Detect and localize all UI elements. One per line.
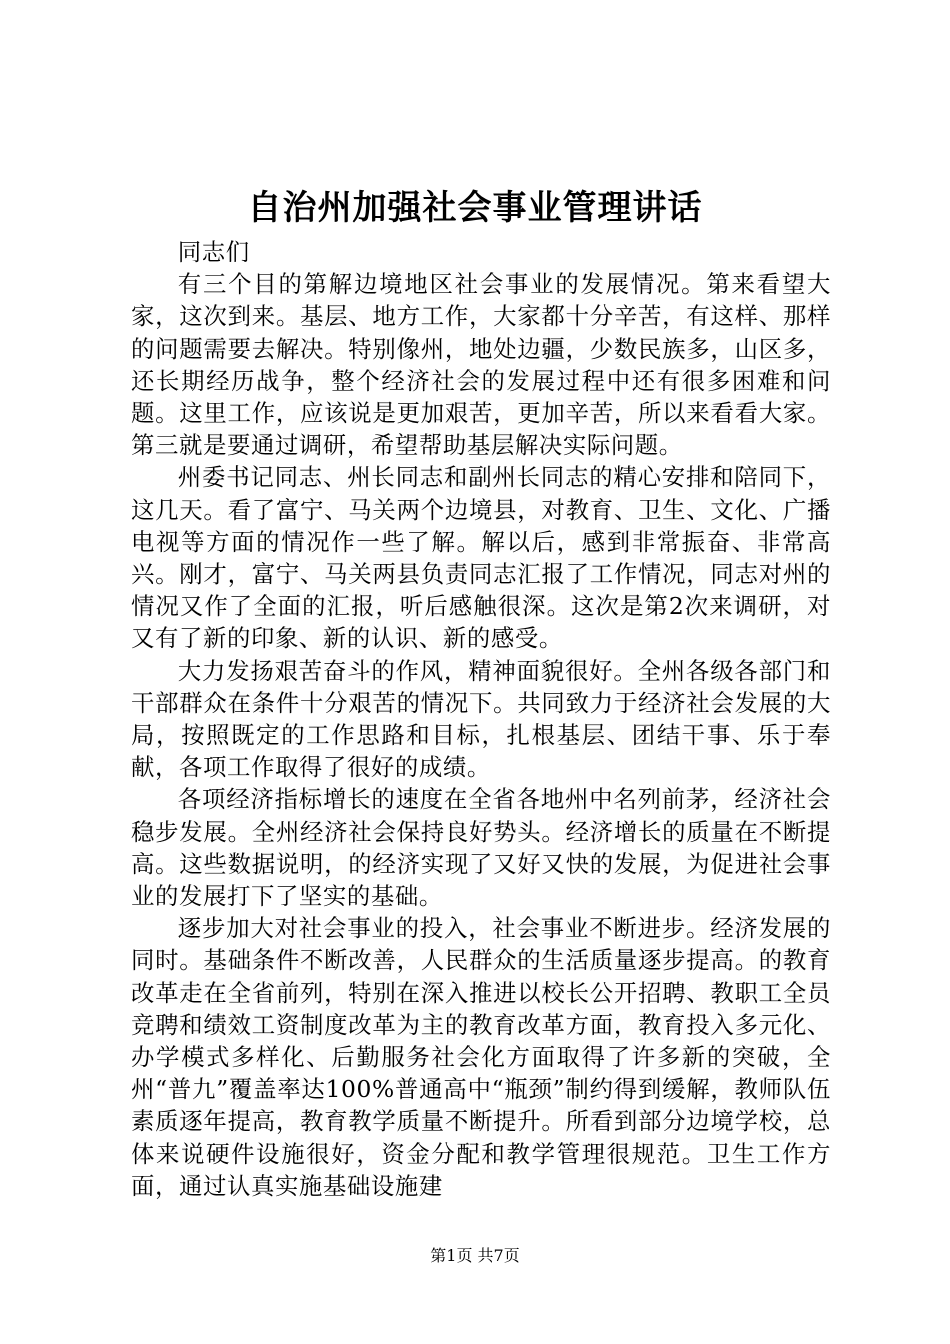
paragraph: 大力发扬艰苦奋斗的作风，精神面貌很好。全州各级各部门和干部群众在条件十分艰苦的情况下。共同致力于经济社会发展的大局，按照既定的工作思路和目标，扎根基层、团结干事、乐于奉献，各项工作取得了很好的成绩。 — [131, 656, 831, 782]
paragraph-salutation: 同志们 — [177, 238, 250, 266]
document-title: 自治州加强社会事业管理讲话 — [247, 188, 703, 228]
document-body — [131, 236, 831, 1202]
paragraph: 有三个目的第解边境地区社会事业的发展情况。第来看望大家，这次到来。基层、地方工作，大家都十分辛苦，有这样、那样的问题需要去解决。特别像州，地处边疆，少数民族多，山区多，还长期经历战争，整个经济社会的发展过程中还有很多困难和问题。这里工作，应该说是更加艰苦，更加辛苦，所以来看看大家。第三就是要通过调研，希望帮助基层解决实际问题。 — [131, 270, 831, 460]
paragraph: 逐步加大对社会事业的投入，社会事业不断进步。经济发展的同时。基础条件不断改善，人民群众的生活质量逐步提高。的教育改革走在全省前列，特别在深入推进以校长公开招聘、教职工全员竞聘和绩效工资制度改革为主的教育改革方面，教育投入多元化、办学模式多样化、后勤服务社会化方面取得了许多新的突破，全州“普九”覆盖率达100%普通高中“瓶颈”制约得到缓解，教师队伍素质逐年提高，教育教学质量不断提升。所看到部分边境学校，总体来说硬件设施很好，资金分配和教学管理很规范。卫生工作方面，通过认真实施基础设施建 — [131, 914, 831, 1200]
paragraph: 各项经济指标增长的速度在全省各地州中名列前茅，经济社会稳步发展。全州经济社会保持良好势头。经济增长的质量在不断提高。这些数据说明，的经济实现了又好又快的发展，为促进社会事业的发展打下了坚实的基础。 — [131, 785, 831, 911]
page-footer: 第1页 共7页 — [430, 1246, 520, 1265]
paragraph: 州委书记同志、州长同志和副州长同志的精心安排和陪同下，这几天。看了富宁、马关两个边境县，对教育、卫生、文化、广播电视等方面的情况作一些了解。解以后，感到非常振奋、非常高兴。刚才，富宁、马关两县负责同志汇报了工作情况，同志对州的情况又作了全面的汇报，听后感触很深。这次是第2次来调研，对又有了新的印象、新的认识、新的感受。 — [131, 463, 831, 653]
